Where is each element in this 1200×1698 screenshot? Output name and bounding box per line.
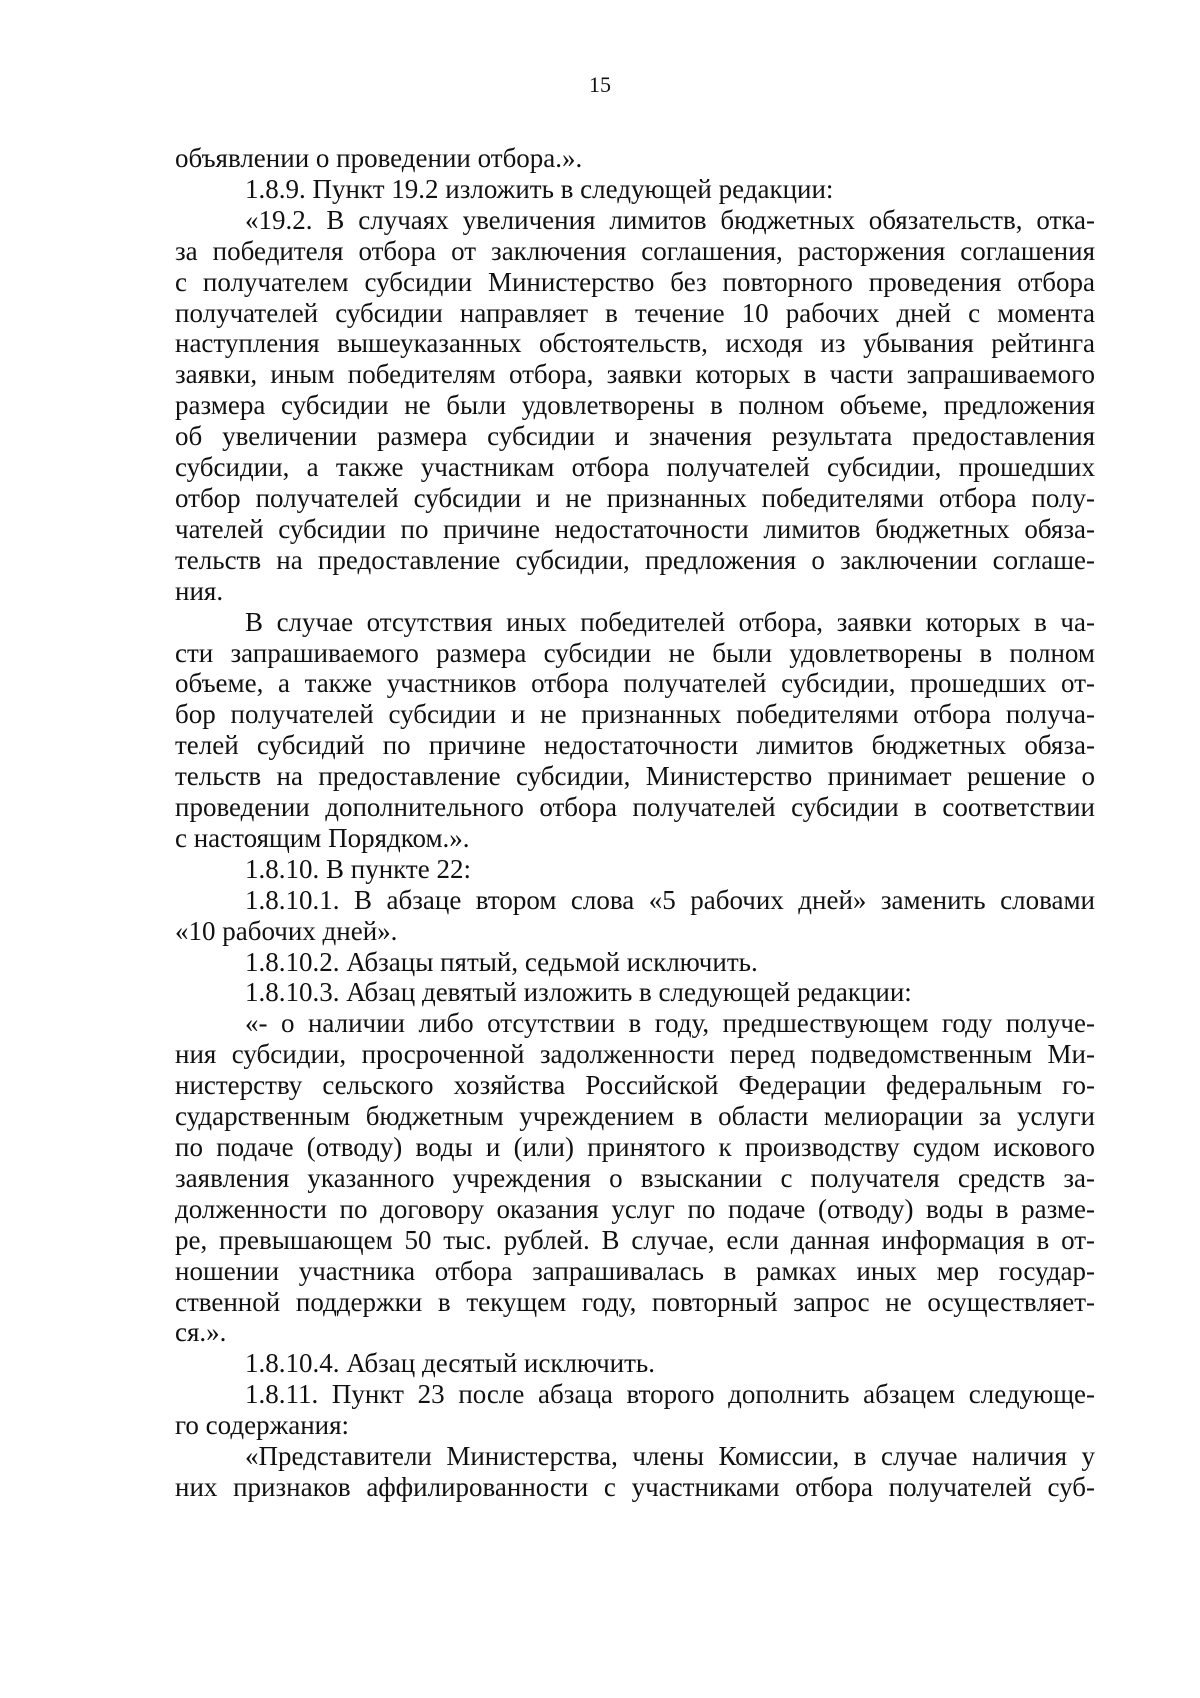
- paragraph: [175, 1379, 1095, 1441]
- text-line: размера субсидии не были удовлетворены в полном объеме, предложения: [175, 390, 1095, 421]
- text-line: отбор получателей субсидии и не признанных победителями отбора полу-: [175, 482, 1095, 513]
- text-line: го содержания:: [175, 1410, 350, 1441]
- text-line: 1.8.10.3. Абзац девятый изложить в следующей редакции:: [245, 977, 912, 1008]
- text-line: «- о наличии либо отсутствии в году, предшествующем году получе-: [245, 1008, 1095, 1039]
- paragraph: [175, 854, 1095, 885]
- page-number: 15: [589, 72, 611, 97]
- text-line: «10 рабочих дней».: [175, 915, 398, 946]
- text-line: получателей субсидии направляет в течение 10 рабочих дней с момента: [175, 297, 1095, 328]
- text-line: В случае отсутствия иных победителей отбора, заявки которых в ча-: [245, 606, 1095, 637]
- paragraph: [175, 143, 1095, 174]
- text-line: 1.8.10.4. Абзац десятый исключить.: [245, 1348, 655, 1379]
- text-line: объявлении о проведении отбора.».: [175, 143, 583, 173]
- text-line: об увеличении размера субсидии и значения результата предоставления: [175, 421, 1095, 452]
- text-line: чателей субсидии по причине недостаточности лимитов бюджетных обяза-: [175, 513, 1095, 544]
- paragraph: [175, 1441, 1095, 1503]
- text-line: сударственным бюджетным учреждением в области мелиорации за услуги: [175, 1101, 1095, 1132]
- text-line: проведении дополнительного отбора получателей субсидии в соответствии: [175, 792, 1095, 823]
- text-line: ния субсидии, просроченной задолженности перед подведомственным Ми-: [175, 1039, 1095, 1070]
- text-line: с получателем субсидии Министерство без повторного проведения отбора: [175, 266, 1095, 297]
- text-line: 1.8.11. Пункт 23 после абзаца второго дополнить абзацем следующе-: [245, 1379, 1095, 1410]
- paragraph: [175, 947, 1095, 978]
- paragraph: [175, 1348, 1095, 1379]
- text-line: за победителя отбора от заключения соглашения, расторжения соглашения: [175, 235, 1095, 266]
- text-line: 1.8.9. Пункт 19.2 изложить в следующей редакции:: [245, 173, 834, 204]
- text-line: с настоящим Порядком.».: [175, 822, 470, 853]
- paragraph: [175, 1008, 1095, 1348]
- paragraph: [175, 174, 1095, 205]
- text-line: ния.: [175, 575, 224, 606]
- text-line: сти запрашиваемого размера субсидии не были удовлетворены в полном: [175, 637, 1095, 668]
- text-line: тельств на предоставление субсидии, предложения о заключении соглаше-: [175, 544, 1095, 575]
- text-line: них признаков аффилированности с участниками отбора получателей суб-: [175, 1471, 1095, 1502]
- text-line: ственной поддержки в текущем году, повторный запрос не осуществляет-: [175, 1286, 1095, 1317]
- text-line: 1.8.10.1. В абзаце втором слова «5 рабочих дней» заменить словами: [245, 884, 1095, 915]
- text-line: наступления вышеуказанных обстоятельств, исходя из убывания рейтинга: [175, 328, 1095, 359]
- paragraph: [175, 205, 1095, 607]
- text-line: 1.8.10. В пункте 22:: [245, 853, 471, 884]
- text-line: заявки, иным победителям отбора, заявки которых в части запрашиваемого: [175, 359, 1095, 390]
- text-line: тельств на предоставление субсидии, Министерство принимает решение о: [175, 761, 1095, 792]
- document-body: [175, 143, 1095, 1503]
- text-line: долженности по договору оказания услуг по подаче (отводу) воды в разме-: [175, 1193, 1095, 1224]
- text-line: телей субсидий по причине недостаточности лимитов бюджетных обяза-: [175, 730, 1095, 761]
- paragraph: [175, 885, 1095, 947]
- text-line: нистерству сельского хозяйства Российской Федерации федеральным го-: [175, 1070, 1095, 1101]
- paragraph: [175, 977, 1095, 1008]
- text-line: заявления указанного учреждения о взыскании с получателя средств за-: [175, 1162, 1095, 1193]
- text-line: объеме, а также участников отбора получателей субсидии, прошедших от-: [175, 668, 1095, 699]
- text-line: ся.».: [175, 1317, 227, 1348]
- text-line: по подаче (отводу) воды и (или) принятого к производству судом искового: [175, 1132, 1095, 1162]
- text-line: бор получателей субсидии и не признанных победителями отбора получа-: [175, 699, 1095, 730]
- text-line: 1.8.10.2. Абзацы пятый, седьмой исключить.: [245, 946, 758, 977]
- text-line: субсидии, а также участникам отбора получателей субсидии, прошедших: [175, 452, 1095, 483]
- text-line: «19.2. В случаях увеличения лимитов бюджетных обязательств, отка-: [245, 204, 1095, 235]
- text-line: ношении участника отбора запрашивалась в рамках иных мер государ-: [175, 1255, 1095, 1286]
- text-line: «Представители Министерства, члены Комиссии, в случае наличия у: [245, 1441, 1095, 1472]
- paragraph: [175, 607, 1095, 854]
- text-line: ре, превышающем 50 тыс. рублей. В случае, если данная информация в от-: [175, 1224, 1095, 1255]
